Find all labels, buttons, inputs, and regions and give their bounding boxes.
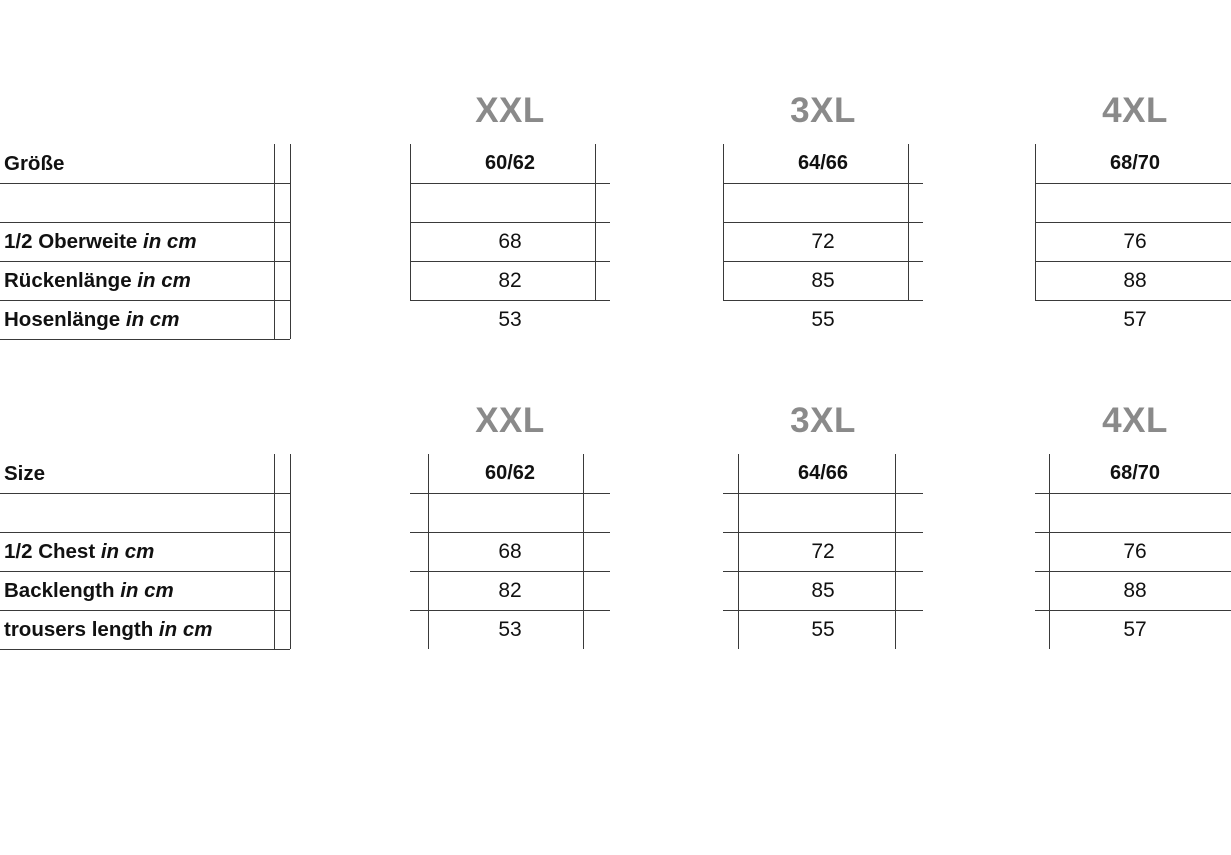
measurement-label-column [0,454,290,649]
size-code-header-row [0,86,1231,144]
size-code-3xl: 3XL [790,91,856,130]
table-cell: 57 [1123,308,1147,331]
table-cell: 55 [811,308,835,331]
table-cell: 60/62 [484,462,536,484]
row-label: Size [4,462,46,485]
value-column-xxl [410,454,610,649]
table-cell [1035,183,1231,222]
rule-h [1035,222,1231,223]
rule-h [0,493,290,494]
row-label: 1/2 Oberweite in cm [4,230,197,253]
table-cell: 60/62 [484,152,536,174]
rule-h [723,532,923,533]
row-label: Backlength in cm [4,579,174,602]
measurement-grid-german [0,144,1231,359]
table-cell: 88 [1123,269,1147,292]
rule-v [1049,454,1050,649]
rule-v [428,454,429,649]
rule-h [0,339,290,340]
table-cell: 82 [498,579,522,602]
rule-v [595,144,596,300]
rule-v [908,144,909,300]
value-column-3xl [723,144,923,339]
rule-v [738,454,739,649]
rule-h [0,571,290,572]
table-cell: 72 [811,540,835,563]
table-cell [410,493,610,532]
rule-h [1035,610,1231,611]
table-cell: 85 [811,269,835,292]
row-label: trousers length in cm [4,618,213,641]
rule-h [410,183,610,184]
table-cell: 72 [811,230,835,253]
size-chart-german [0,86,1231,359]
value-column-4xl [1035,144,1231,339]
rule-v [1035,144,1036,300]
rule-h [410,532,610,533]
rule-h [0,183,290,184]
size-code-4xl: 4XL [1102,401,1168,440]
rule-h [1035,493,1231,494]
rule-v [290,454,291,649]
table-cell: 53 [498,308,522,331]
rule-v [723,144,724,300]
rule-h [723,493,923,494]
table-cell [723,493,923,532]
row-label: Größe [4,152,65,175]
measurement-label-column [0,144,290,339]
value-column-4xl [1035,454,1231,649]
table-cell: 82 [498,269,522,292]
size-code-4xl: 4XL [1102,91,1168,130]
rule-h [410,493,610,494]
rule-h [0,532,290,533]
row-label-spacer [0,183,290,222]
rule-h [723,610,923,611]
measurement-grid-english [0,454,1231,669]
table-cell: 68/70 [1109,462,1161,484]
row-label-spacer [0,493,290,532]
table-cell: 64/66 [797,462,849,484]
row-label: Rückenlänge in cm [4,269,191,292]
value-column-xxl [410,144,610,339]
rule-h [1035,183,1231,184]
rule-h [410,571,610,572]
size-code-xxl: XXL [475,91,545,130]
table-cell: 57 [1123,618,1147,641]
table-cell: 76 [1123,230,1147,253]
rule-h [0,222,290,223]
rule-h [1035,261,1231,262]
table-cell: 64/66 [797,152,849,174]
value-column-3xl [723,454,923,649]
table-cell: 88 [1123,579,1147,602]
rule-h [410,300,610,301]
rule-v [895,454,896,649]
table-cell: 68 [498,540,522,563]
rule-h [723,300,923,301]
table-cell [1035,493,1231,532]
rule-h [410,222,610,223]
table-cell [410,183,610,222]
table-cell: 55 [811,618,835,641]
rule-h [410,261,610,262]
size-code-3xl: 3XL [790,401,856,440]
rule-v [274,454,275,649]
size-chart-english [0,396,1231,669]
row-label: 1/2 Chest in cm [4,540,155,563]
rule-v [274,144,275,339]
table-cell: 76 [1123,540,1147,563]
table-cell: 68/70 [1109,152,1161,174]
rule-h [0,300,290,301]
rule-h [1035,532,1231,533]
rule-v [410,144,411,300]
size-code-xxl: XXL [475,401,545,440]
table-cell: 53 [498,618,522,641]
row-label: Hosenlänge in cm [4,308,180,331]
rule-h [0,610,290,611]
rule-h [0,261,290,262]
table-cell [723,183,923,222]
table-cell: 68 [498,230,522,253]
rule-h [1035,571,1231,572]
rule-v [290,144,291,339]
size-code-header-row [0,396,1231,454]
rule-h [723,571,923,572]
rule-h [0,649,290,650]
table-cell: 85 [811,579,835,602]
rule-h [410,610,610,611]
rule-h [723,222,923,223]
rule-h [723,183,923,184]
rule-h [723,261,923,262]
rule-h [1035,300,1231,301]
rule-v [583,454,584,649]
